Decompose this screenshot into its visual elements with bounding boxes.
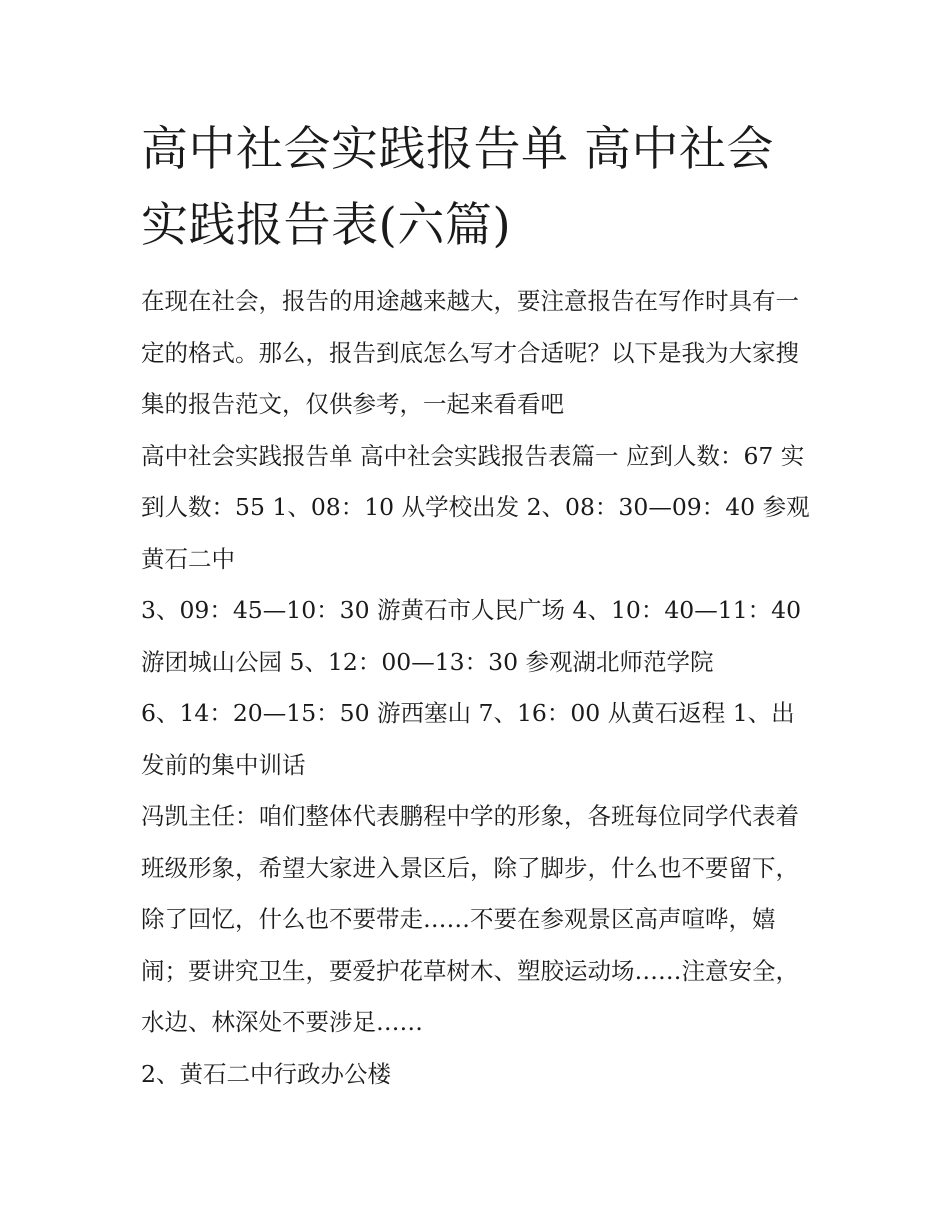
paragraph-schedule-end: 6、14：20—15：50 游西塞山 7、16：00 从黄石返程 1、出发前的集中训话 [141, 699, 795, 779]
paragraph-director-speech: 冯凯主任：咱们整体代表鹏程中学的形象，各班每位同学代表着班级形象，希望大家进入景区后，除了脚步，什么也不要留下，除了回忆，什么也不要带走……不要在参观景区高声喧哗，嬉闹；要讲究卫生，要爱护花草树木、塑胶运动场……注意安全，水边、林深处不要涉足…… [141, 802, 799, 1036]
document-title: 高中社会实践报告单 高中社会实践报告表(六篇) [141, 122, 774, 253]
paragraph-intro: 在现在社会，报告的用途越来越大，要注意报告在写作时具有一定的格式。那么，报告到底怎么写才合适呢？以下是我为大家搜集的报告范文，仅供参考，一起来看看吧 [141, 287, 799, 418]
paragraph-section-2: 2、黄石二中行政办公楼 [141, 1059, 391, 1088]
document-page [141, 112, 813, 1100]
paragraph-schedule-continued: 3、09：45—10：30 游黄石市人民广场 4、10：40—11：40 游团城山公园 5、12：00—13：30 参观湖北师范学院 [141, 596, 802, 676]
paragraph-attendance-schedule: 高中社会实践报告单 高中社会实践报告表篇一 应到人数：67 实到人数：55 1、08：10 从学校出发 2、08：30—09：40 参观黄石二中 [141, 441, 810, 573]
